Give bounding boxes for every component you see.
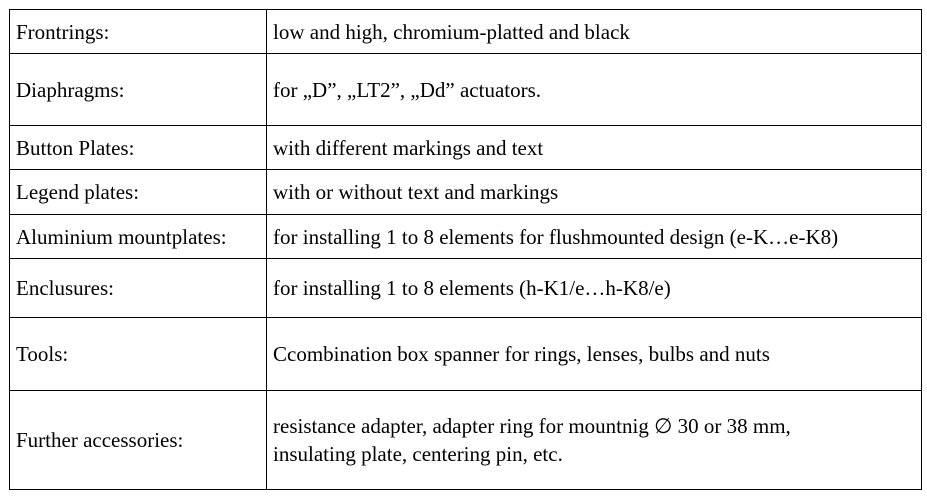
row-label: Frontrings: [10, 10, 267, 54]
row-value [267, 318, 922, 391]
row-label: Diaphragms: [10, 54, 267, 126]
row-value [267, 259, 922, 318]
row-value [267, 391, 922, 490]
row-value [267, 170, 922, 215]
table-row [10, 10, 922, 54]
value-line: resistance adapter, adapter ring for mountnig ∅ 30 or 38 mm, [273, 414, 791, 438]
row-value [267, 215, 922, 259]
value-line: insulating plate, centering pin, etc. [273, 442, 563, 466]
row-label: Button Plates: [10, 126, 267, 170]
row-label: Enclusures: [10, 259, 267, 318]
row-label: Tools: [10, 318, 267, 391]
value-line: for „D”, „LT2”, „Dd” actuators. [273, 77, 542, 102]
value-line: with or without text and markings [273, 180, 559, 204]
value-line: for installing 1 to 8 elements (h-K1/e…h-K8/e) [273, 276, 671, 300]
row-label: Aluminium mountplates: [10, 215, 267, 259]
row-value [267, 54, 922, 126]
accessories-table [9, 9, 922, 490]
table-row [10, 54, 922, 126]
value-line: with different markings and text [273, 135, 544, 160]
table-row [10, 215, 922, 259]
row-label: Further accessories: [10, 391, 267, 490]
row-value [267, 126, 922, 170]
table-row [10, 259, 922, 318]
table-row [10, 318, 922, 391]
table-row [10, 170, 922, 215]
value-line: low and high, chromium-platted and black [273, 19, 630, 44]
table-row [10, 391, 922, 490]
value-line: Ccombination box spanner for rings, lenses, bulbs and nuts [273, 342, 770, 366]
row-label: Legend plates: [10, 170, 267, 215]
value-line: for installing 1 to 8 elements for flushmounted design (e-K…e-K8) [273, 224, 839, 249]
row-value [267, 10, 922, 54]
table-row [10, 126, 922, 170]
